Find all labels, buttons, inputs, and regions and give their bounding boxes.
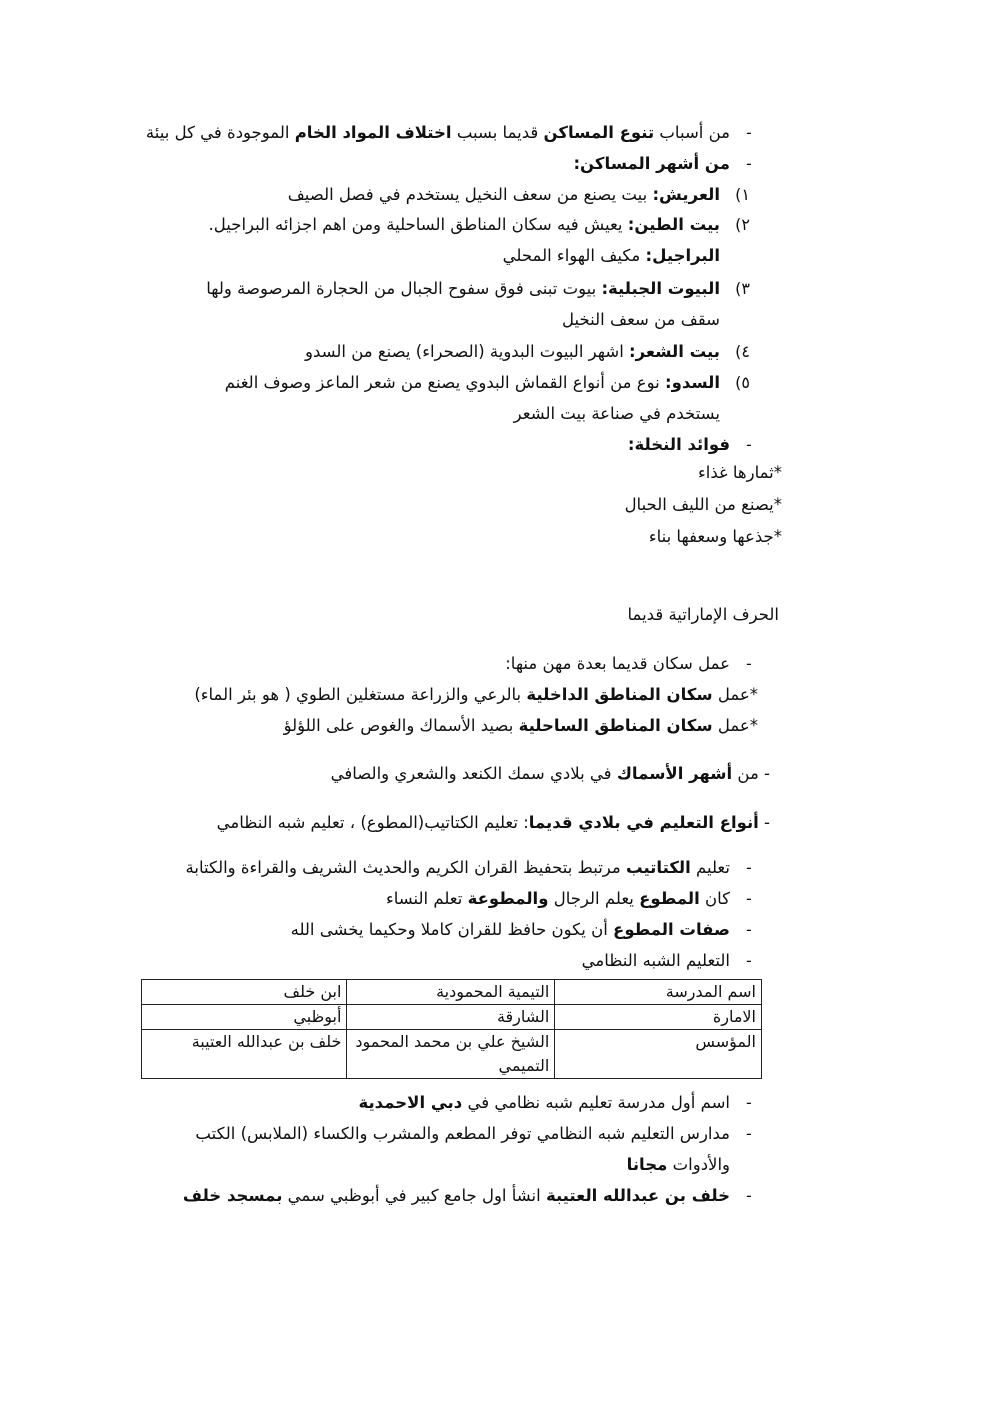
palm-heading: فوائد النخلة: bbox=[627, 435, 730, 454]
inland-work: *عمل سكان المناطق الداخلية بالرعي والزراعة مستغلين الطوي ( هو بئر الماء) bbox=[194, 685, 758, 704]
bullet-dash: - bbox=[746, 1186, 752, 1205]
bullet-dash: - bbox=[746, 951, 752, 970]
qualities-line: صفات المطوع أن يكون حافظ للقران كاملا وحكيما يخشى الله bbox=[290, 920, 730, 939]
bullet-dash: - bbox=[746, 123, 752, 142]
schools-provide-line: والأدوات مجانا bbox=[626, 1155, 730, 1174]
bullet-dash: - bbox=[746, 654, 752, 673]
table-cell: الشيخ علي بن محمد المحمود التميمي bbox=[347, 1030, 555, 1079]
causes-line: من أسباب تنوع المساكن قديما بسبب اختلاف المواد الخام الموجودة في كل بيئة bbox=[145, 123, 730, 142]
item-number: ٤) bbox=[735, 342, 750, 361]
dwellings-heading: من أشهر المساكن: bbox=[573, 154, 730, 173]
table-cell: أبوظبي bbox=[142, 1005, 347, 1030]
crafts-intro: عمل سكان قديما بعدة مهن منها: bbox=[505, 654, 730, 673]
item-number: ٢) bbox=[735, 215, 750, 234]
item-number: ٣) bbox=[735, 279, 750, 298]
dwelling-item: السدو: نوع من أنواع القماش البدوي يصنع من شعر الماعز وصوف الغنم bbox=[224, 373, 720, 392]
bullet-dash: - bbox=[746, 858, 752, 877]
schools-provide-line: مدارس التعليم شبه النظامي توفر المطعم والمشرب والكساء (الملابس) الكتب bbox=[195, 1124, 730, 1143]
bullet-dash: - bbox=[746, 1093, 752, 1112]
mosque-line: خلف بن عبدالله العتيبة انشأ اول جامع كبير في أبوظبي سمي بمسجد خلف bbox=[182, 1186, 730, 1205]
bullet-dash: - bbox=[746, 154, 752, 173]
dwelling-item: سقف من سعف النخيل bbox=[562, 310, 720, 329]
dwelling-item: البراجيل: مكيف الهواء المحلي bbox=[502, 246, 720, 265]
table-row bbox=[142, 1030, 762, 1079]
coastal-work: *عمل سكان المناطق الساحلية بصيد الأسماك والغوص على اللؤلؤ bbox=[283, 716, 758, 735]
table-cell: التيمية المحمودية bbox=[347, 980, 555, 1005]
dwelling-item: بيت الشعر: اشهر البيوت البدوية (الصحراء) يصنع من السدو bbox=[305, 342, 720, 361]
palm-benefit: *يصنع من الليف الحبال bbox=[624, 495, 782, 514]
bullet-dash: - bbox=[746, 889, 752, 908]
table-cell: الشارقة bbox=[347, 1005, 555, 1030]
palm-benefit: *ثمارها غذاء bbox=[698, 463, 782, 482]
palm-benefit: *جذعها وسعفها بناء bbox=[648, 527, 782, 546]
semi-formal-heading: التعليم الشبه النظامي bbox=[581, 951, 730, 970]
table-row bbox=[142, 980, 762, 1005]
famous-fish: - من أشهر الأسماك في بلادي سمك الكنعد والشعري والصافي bbox=[330, 764, 770, 783]
dwelling-item: يستخدم في صناعة بيت الشعر bbox=[513, 404, 720, 423]
bullet-dash: - bbox=[746, 920, 752, 939]
crafts-title: الحرف الإماراتية قديما bbox=[627, 605, 779, 624]
table-cell: الامارة bbox=[555, 1005, 762, 1030]
first-school-line: اسم أول مدرسة تعليم شبه نظامي في دبي الاحمدية bbox=[358, 1093, 730, 1112]
table-cell: خلف بن عبدالله العتيبة bbox=[142, 1030, 347, 1079]
bullet-dash: - bbox=[746, 1124, 752, 1143]
table-cell: المؤسس bbox=[555, 1030, 762, 1079]
table-cell: ابن خلف bbox=[142, 980, 347, 1005]
dwelling-item: بيت الطين: يعيش فيه سكان المناطق الساحلية ومن اهم اجزائه البراجيل. bbox=[208, 215, 720, 234]
table-row bbox=[142, 1005, 762, 1030]
mutawwa-line: كان المطوع يعلم الرجال والمطوعة تعلم النساء bbox=[386, 889, 730, 908]
table-cell: اسم المدرسة bbox=[555, 980, 762, 1005]
education-types: - أنواع التعليم في بلادي قديما: تعليم الكتاتيب(المطوع) ، تعليم شبه النظامي bbox=[216, 813, 770, 832]
dwelling-item: البيوت الجبلية: بيوت تبنى فوق سفوح الجبال من الحجارة المرصوصة ولها bbox=[206, 279, 720, 298]
katatib-line: تعليم الكتاتيب مرتبط بتحفيظ القران الكريم والحديث الشريف والقراءة والكتابة bbox=[185, 858, 730, 877]
dwelling-item: العريش: بيت يصنع من سعف النخيل يستخدم في فصل الصيف bbox=[287, 185, 720, 204]
item-number: ١) bbox=[735, 185, 750, 204]
schools-table bbox=[141, 979, 762, 1079]
item-number: ٥) bbox=[735, 373, 750, 392]
bullet-dash: - bbox=[746, 435, 752, 454]
